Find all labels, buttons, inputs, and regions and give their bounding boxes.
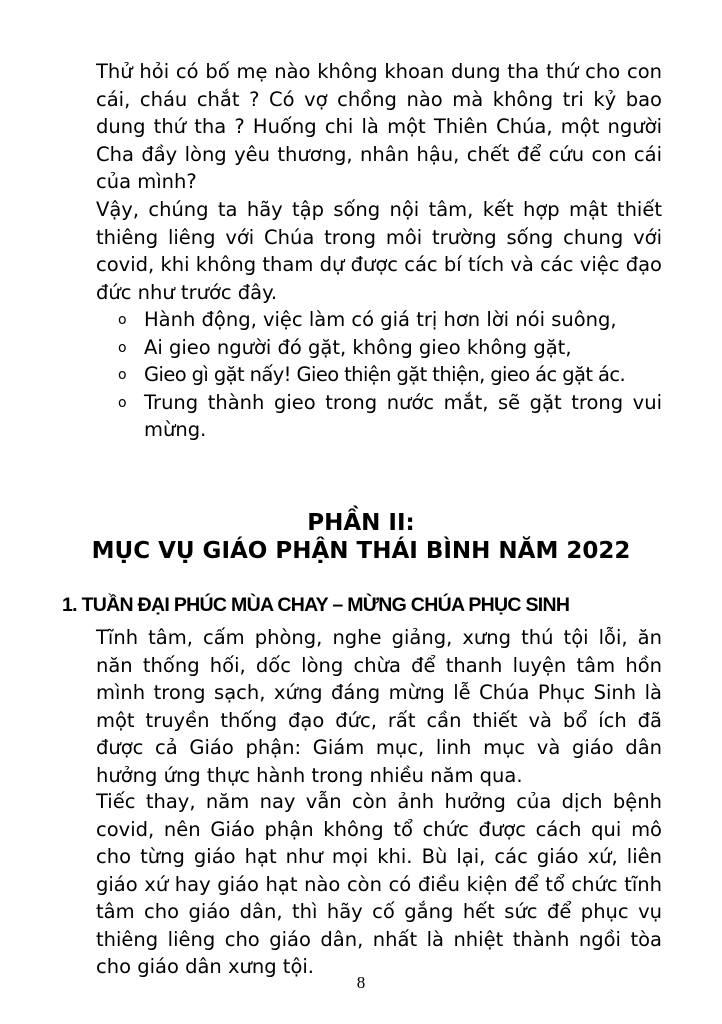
list-item-text: Ai gieo người đó gặt, không gieo không gặt, — [144, 335, 572, 359]
list-item-text: Gieo gì gặt nấy! Gieo thiện gặt thiện, gieo ác gặt ác. — [144, 363, 626, 386]
paragraph-lenten-retreat: Tĩnh tâm, cấm phòng, nghe giảng, xưng thú tội lỗi, ăn năn thống hối, dốc lòng chừa để thanh luyện tâm hồn mình trong sạch, xứng đáng mừng lễ Chúa Phục Sinh là một truyền thống đạo đức, rất cần thiết và bổ ích đã được cả Giáo phận: Giám mục, linh mục và giáo dân hưởng ứng thực hành trong nhiều năm qua. — [96, 626, 662, 787]
paragraph-covid-impact: Tiếc thay, năm nay vẫn còn ảnh hưởng của dịch bệnh covid, nên Giáo phận không tổ chức được cách qui mô cho từng giáo hạt như mọi khi. Bù lại, các giáo xứ, liên giáo xứ hay giáo hạt nào còn có điều kiện để tổ chức tĩnh tâm cho giáo dân, thì hãy cố gắng hết sức để phục vụ thiêng liêng cho giáo dân, nhất là nhiệt thành ngồi tòa cho giáo dân xưng tội. — [96, 790, 662, 978]
circle-bullet-icon: o — [118, 394, 127, 411]
list-item-text: Trung thành gieo trong nước mắt, sẽ gặt trong vui mừng. — [144, 390, 662, 441]
list-item — [118, 389, 662, 444]
section-heading: 1. TUẦN ĐẠI PHÚC MÙA CHAY – MỪNG CHÚA PHỤC SINH — [62, 594, 570, 616]
part-title: MỤC VỤ GIÁO PHẬN THÁI BÌNH NĂM 2022 — [91, 538, 631, 564]
circle-bullet-icon: o — [118, 367, 126, 383]
list-item-text: Hành động, việc làm có giá trị hơn lời nói suông, — [144, 308, 617, 331]
bullet-list — [118, 306, 662, 444]
list-item — [118, 361, 662, 389]
list-item — [118, 334, 662, 362]
list-item — [118, 306, 662, 334]
page-number: 8 — [356, 973, 366, 992]
part-label: PHẦN II: — [307, 510, 415, 536]
circle-bullet-icon: o — [118, 339, 127, 356]
circle-bullet-icon: o — [118, 312, 127, 328]
paragraph-forgiveness-question: Thử hỏi có bố mẹ nào không khoan dung tha thứ cho con cái, cháu chắt ? Có vợ chồng nào mà không tri kỷ bao dung thứ tha ? Huống chi là một Thiên Chúa, một người Cha đầy lòng yêu thương, nhân hậu, chết để cứu con cái của mình? — [96, 60, 662, 193]
paragraph-inner-life: Vậy, chúng ta hãy tập sống nội tâm, kết hợp mật thiết thiêng liêng với Chúa trong môi trường sống chung với covid, khi không tham dự được các bí tích và các việc đạo đức như trước đây. — [96, 198, 662, 304]
